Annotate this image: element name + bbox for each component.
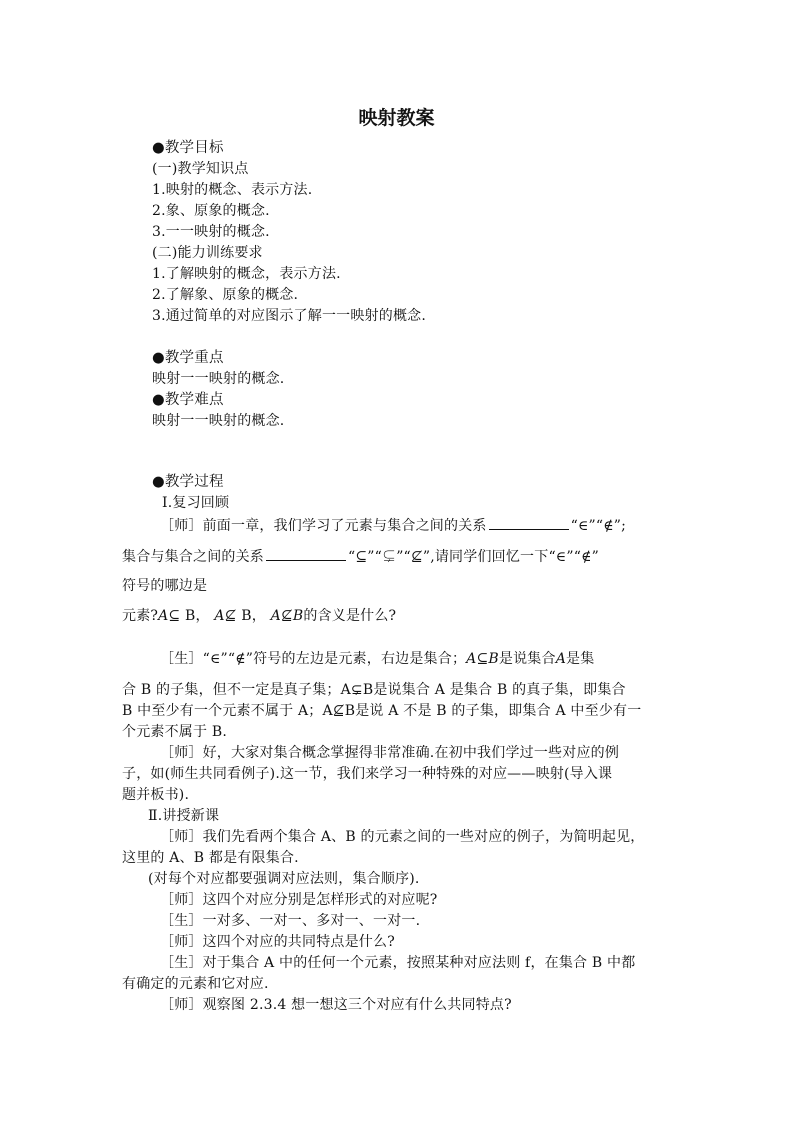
paragraph-line: ［师］这四个对应的共同特点是什么? xyxy=(160,934,395,950)
fill-blank xyxy=(489,515,569,530)
paragraph-line: ［师］前面一章，我们学习了元素与集合之间的关系 “∈”“∉”; xyxy=(160,515,626,535)
paragraph-line: 个元素不属于 B. xyxy=(122,724,227,740)
paragraph-line: B 中至少有一个元素不属于 A；A⊈B是说 A 不是 B 的子集，即集合 A 中至少有一 xyxy=(122,703,642,719)
paragraph-line: ［生］“∈”“∉”符号的左边是元素，右边是集合；A⊆B是说集合A是集 xyxy=(160,651,595,667)
document-title: 映射教案 xyxy=(358,107,435,129)
paragraph-line: ［师］观察图 2.3.4 想一想这三个对应有什么共同特点? xyxy=(160,997,512,1013)
paragraph-line: 元素?A⊆ B， A⊈ B， A⊈B的含义是什么? xyxy=(122,608,397,624)
ability-item: 1.了解映射的概念，表示方法. xyxy=(152,266,341,282)
ability-item: 2.了解象、原象的概念. xyxy=(152,287,299,303)
knowledge-item: 1.映射的概念、表示方法. xyxy=(152,182,313,198)
paragraph-line: 有确定的元素和它对应. xyxy=(122,976,269,992)
paragraph-line: 符号的哪边是 xyxy=(122,578,208,594)
knowledge-item: 3.一一映射的概念. xyxy=(152,224,270,240)
paragraph-line: 题并板书). xyxy=(122,787,190,803)
paragraph-line: 集合与集合之间的关系 “⊆”“⊊”“⊈”,请同学们回忆一下“∈”“∉” xyxy=(122,546,599,566)
difficult-point-text: 映射一一映射的概念. xyxy=(152,413,285,429)
key-point-text: 映射一一映射的概念. xyxy=(152,371,285,387)
ability-item: 3.通过简单的对应图示了解一一映射的概念. xyxy=(152,308,427,324)
paragraph-line: ［师］好，大家对集合概念掌握得非常准确.在初中我们学过一些对应的例 xyxy=(160,745,620,761)
difficult-point-heading: ●教学难点 xyxy=(152,392,224,408)
paragraph-line: ［师］这四个对应分别是怎样形式的对应呢? xyxy=(160,892,438,908)
ability-heading: (二)能力训练要求 xyxy=(152,245,263,261)
paragraph-line: 子，如(师生共同看例子).这一节，我们来学习一种特殊的对应——映射(导入课 xyxy=(122,766,613,782)
process-heading: ●教学过程 xyxy=(152,474,224,490)
objectives-heading: ●教学目标 xyxy=(152,140,224,156)
knowledge-item: 2.象、原象的概念. xyxy=(152,203,270,219)
paragraph-line: ［生］对于集合 A 中的任何一个元素，按照某种对应法则 f，在集合 B 中都 xyxy=(160,955,636,971)
new-lesson-heading: Ⅱ.讲授新课 xyxy=(148,808,220,824)
fill-blank xyxy=(266,546,346,561)
paragraph-line: ［生］一对多、一对一、多对一、一对一. xyxy=(160,913,421,929)
knowledge-heading: (一)教学知识点 xyxy=(152,161,249,177)
review-heading: Ⅰ.复习回顾 xyxy=(162,495,230,511)
paragraph-line: ［师］我们先看两个集合 A、B 的元素之间的一些对应的例子，为简明起见， xyxy=(160,829,645,845)
paragraph-line: (对每个对应都要强调对应法则，集合顺序). xyxy=(148,871,420,887)
key-point-heading: ●教学重点 xyxy=(152,350,224,366)
paragraph-line: 合 B 的子集，但不一定是真子集；A⊊B是说集合 A 是集合 B 的真子集，即集合 xyxy=(122,682,626,698)
paragraph-line: 这里的 A、B 都是有限集合. xyxy=(122,850,299,866)
